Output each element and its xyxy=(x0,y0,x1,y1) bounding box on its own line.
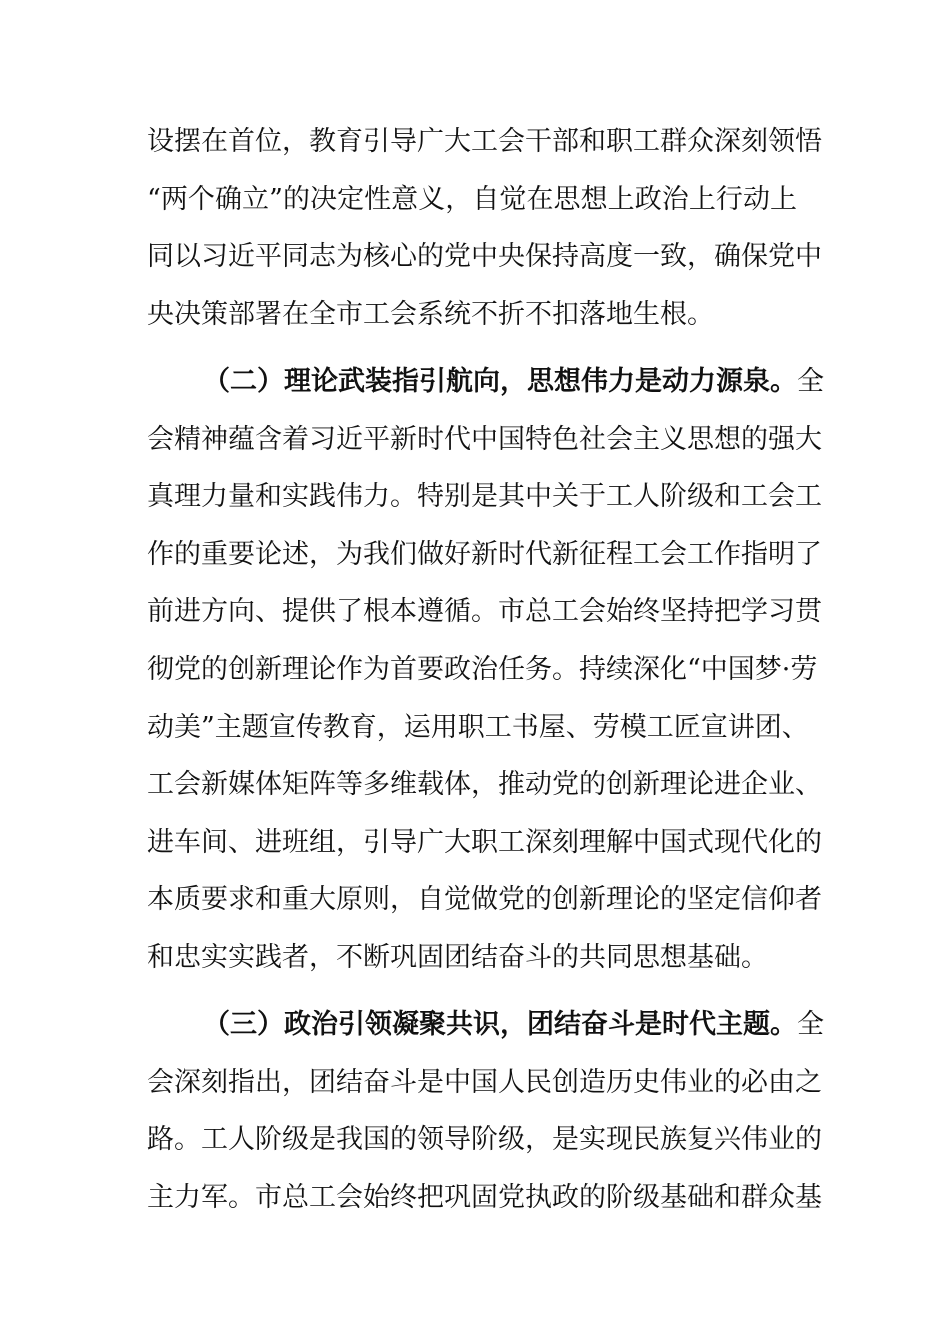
section-heading-line xyxy=(203,362,824,402)
section-heading: （二）理论武装指引航向，思想伟力是动力源泉。 xyxy=(203,366,797,397)
paragraph-line: 路。工人阶级是我国的领导阶级，是实现民族复兴伟业的 xyxy=(147,1124,822,1155)
paragraph-line: 会深刻指出，团结奋斗是中国人民创造历史伟业的必由之 xyxy=(147,1067,822,1098)
section-heading: （三）政治引领凝聚共识，团结奋斗是时代主题。 xyxy=(203,1009,797,1040)
paragraph-line: 动美”主题宣传教育，运用职工书屋、劳模工匠宣讲团、 xyxy=(147,712,809,743)
paragraph-line: 本质要求和重大原则，自觉做党的创新理论的坚定信仰者 xyxy=(147,884,822,915)
paragraph-line: 真理力量和实践伟力。特别是其中关于工人阶级和工会工 xyxy=(147,481,822,512)
paragraph-line: 彻党的创新理论作为首要政治任务。持续深化“中国梦·劳 xyxy=(147,654,818,685)
paragraph-line: “两个确立”的决定性意义，自觉在思想上政治上行动上 xyxy=(147,184,797,215)
paragraph-line: 主力军。市总工会始终把巩固党执政的阶级基础和群众基 xyxy=(147,1182,822,1213)
section-first-line-rest: 全 xyxy=(797,1009,824,1040)
section-heading-line xyxy=(203,1005,824,1045)
paragraph-line: 央决策部署在全市工会系统不折不扣落地生根。 xyxy=(147,299,714,330)
paragraph-line: 会精神蕴含着习近平新时代中国特色社会主义思想的强大 xyxy=(147,424,822,455)
paragraph-line: 同以习近平同志为核心的党中央保持高度一致，确保党中 xyxy=(147,241,822,272)
paragraph-line: 和忠实实践者，不断巩固团结奋斗的共同思想基础。 xyxy=(147,942,768,973)
paragraph-line: 设摆在首位，教育引导广大工会干部和职工群众深刻领悟 xyxy=(147,126,822,157)
paragraph-line: 工会新媒体矩阵等多维载体，推动党的创新理论进企业、 xyxy=(147,769,822,800)
section-first-line-rest: 全 xyxy=(797,366,824,397)
paragraph-line: 作的重要论述，为我们做好新时代新征程工会工作指明了 xyxy=(147,539,822,570)
paragraph-line: 前进方向、提供了根本遵循。市总工会始终坚持把学习贯 xyxy=(147,596,822,627)
paragraph-line: 进车间、进班组，引导广大职工深刻理解中国式现代化的 xyxy=(147,827,822,858)
